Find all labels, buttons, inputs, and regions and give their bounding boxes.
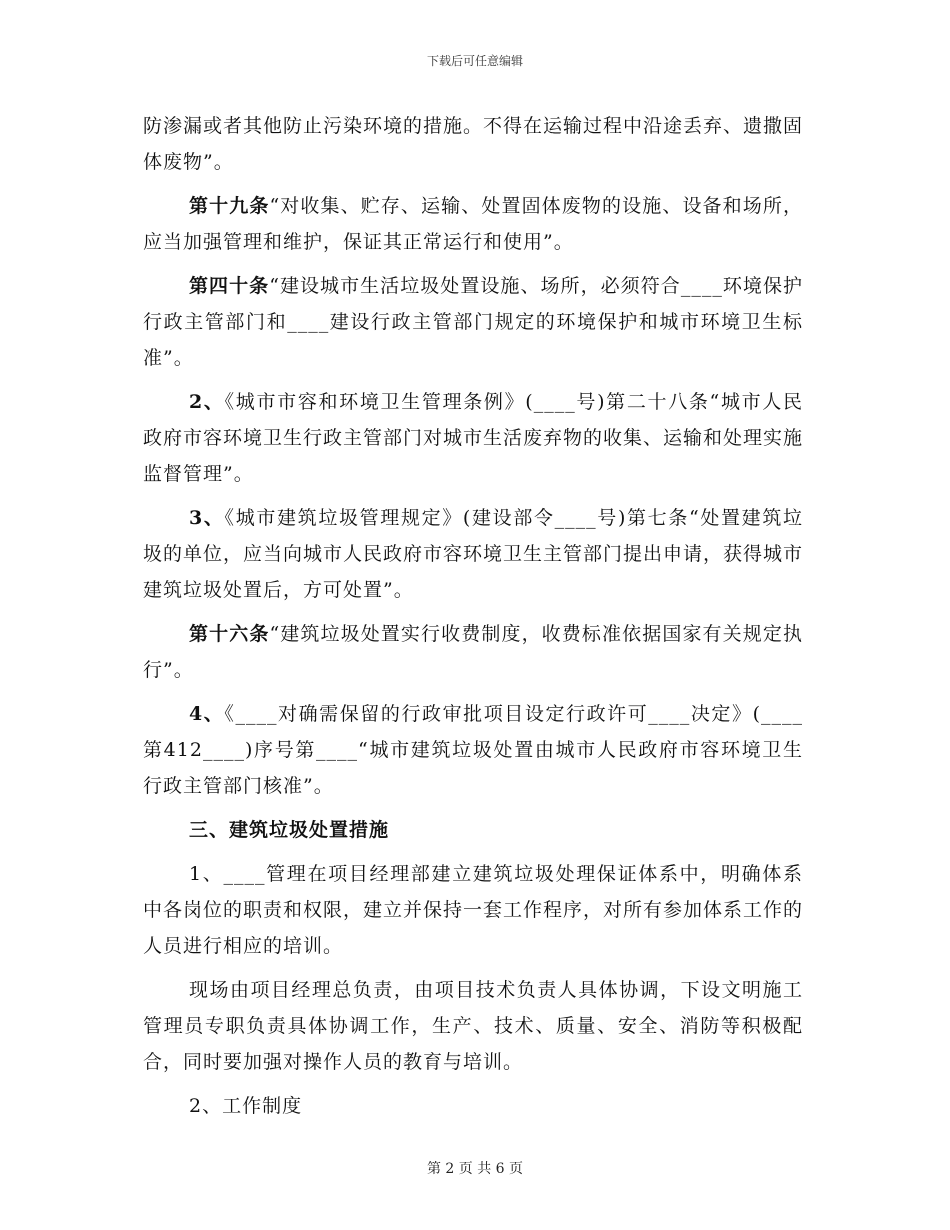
item-number-2: 2、: [189, 391, 225, 413]
paragraph-2: [143, 188, 803, 260]
page-header: 下载后可任意编辑: [426, 54, 523, 68]
paragraph-7: [143, 696, 803, 804]
paragraph-5-text: 《城市建筑垃圾管理规定》(建设部令____号)第七条“处置建筑垃圾的单位，应当向城市人民政府市容环境卫生主管部门提出申请，获得城市建筑垃圾处置后，方可处置”。: [143, 507, 804, 601]
paragraph-3-text: “建设城市生活垃圾处置设施、场所，必须符合____环境保护行政主管部门和____建设行政主管部门规定的环境保护和城市环境卫生标准”。: [143, 275, 803, 369]
paragraph-4-text: 《城市市容和环境卫生管理条例》(____号)第二十八条“城市人民政府市容环境卫生行政主管部门对城市生活废弃物的收集、运输和处理实施监督管理”。: [143, 391, 804, 485]
paragraph-10: [143, 972, 803, 1080]
paragraph-4: [143, 384, 803, 492]
section-heading: [143, 812, 803, 848]
paragraph-6-text: “建筑垃圾处置实行收费制度，收费标准依据国家有关规定执行”。: [143, 623, 803, 681]
page-footer: 第 2 页 共 6 页: [426, 1161, 524, 1177]
paragraph-5: [143, 500, 803, 608]
paragraph-1-text: 防渗漏或者其他防止污染环境的措施。不得在运输过程中沿途丢弃、遗撒固体废物”。: [143, 115, 804, 173]
paragraph-3: [143, 268, 803, 376]
item-number-4: 4、: [189, 703, 225, 725]
paragraph-6: [143, 616, 803, 688]
paragraph-9-text: 1、____管理在项目经理部建立建筑垃圾处理保证体系中，明确体系中各岗位的职责和权限，建立并保持一套工作程序，对所有参加体系工作的人员进行相应的培训。: [143, 863, 804, 957]
paragraph-10-text: 现场由项目经理总负责，由项目技术负责人具体协调，下设文明施工管理员专职负责具体协调工作，生产、技术、质量、安全、消防等积极配合，同时要加强对操作人员的教育与培训。: [143, 979, 803, 1073]
paragraph-2-text: “对收集、贮存、运输、处置固体废物的设施、设备和场所，应当加强管理和维护，保证其正常运行和使用”。: [143, 195, 803, 253]
paragraph-1: [143, 108, 803, 180]
article-heading-16: 第十六条: [189, 623, 270, 645]
document-body: [143, 108, 803, 1132]
paragraph-9: [143, 856, 803, 964]
paragraph-11-text: 2、工作制度: [189, 1095, 303, 1117]
section-heading-text: 三、建筑垃圾处置措施: [189, 819, 390, 841]
article-heading-40: 第四十条: [189, 275, 270, 297]
paragraph-7-text: 《____对确需保留的行政审批项目设定行政许可____决定》(____第412____)序号第____“城市建筑垃圾处置由城市人民政府市容环境卫生行政主管部门核准”。: [143, 703, 803, 797]
item-number-3: 3、: [189, 507, 225, 529]
article-heading-19: 第十九条: [189, 195, 270, 217]
paragraph-11: [143, 1088, 803, 1124]
